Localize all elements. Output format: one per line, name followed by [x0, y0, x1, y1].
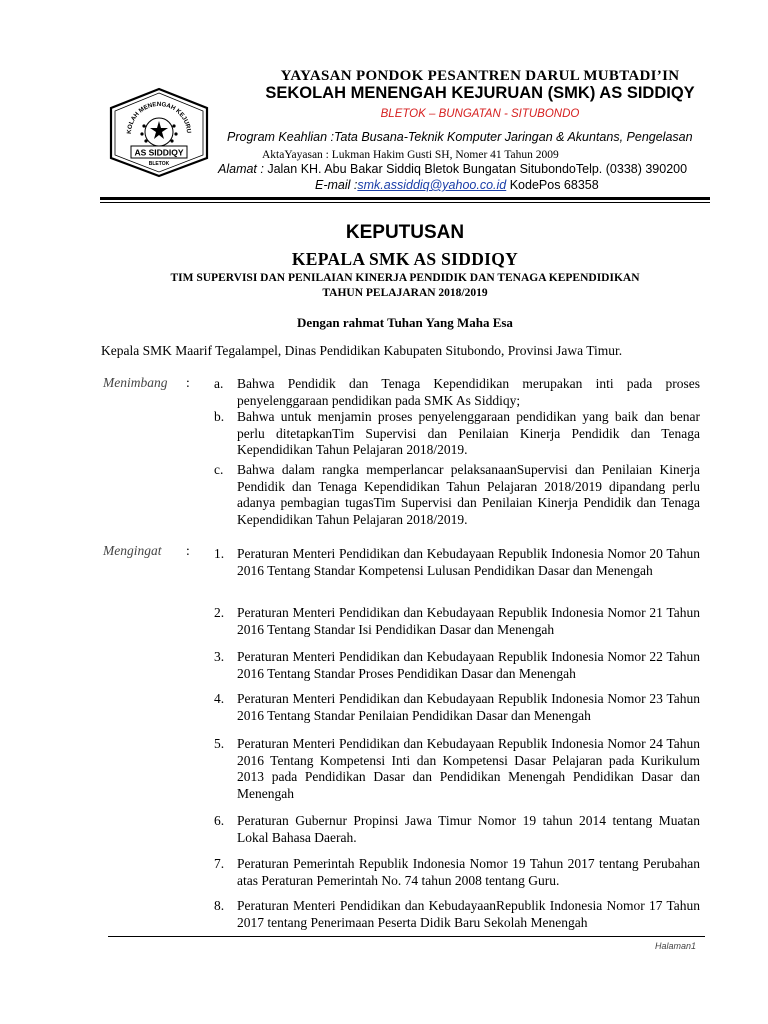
page-number: Halaman1 — [655, 941, 697, 951]
mengingat-item — [214, 605, 700, 638]
list-text: Bahwa Pendidik dan Tenaga Kependidikan merupakan inti pada proses penyelenggaraan pendidikan pada SMK As Siddiqy; — [237, 376, 700, 408]
list-marker: 2. — [214, 605, 225, 620]
mengingat-item — [214, 856, 700, 889]
logo-name: AS SIDDIQY — [134, 147, 184, 158]
address-label: Alamat : — [218, 162, 264, 176]
letterhead-divider-thin — [100, 202, 710, 203]
doc-subtitle: KEPALA SMK AS SIDDIQY — [291, 249, 519, 269]
mengingat-item — [214, 813, 700, 846]
menimbang-item — [214, 409, 700, 459]
mengingat-item — [214, 898, 700, 931]
doc-year: TAHUN PELAJARAN 2018/2019 — [322, 287, 488, 299]
postal-code: KodePos 68358 — [506, 178, 599, 192]
mengingat-colon: : — [186, 543, 190, 558]
list-text: Peraturan Menteri Pendidikan dan Kebudayaan Republik Indonesia Nomor 21 Tahun 2016 Tentang Standar Isi Pendidikan Dasar dan Menengah — [237, 605, 700, 637]
email-link[interactable]: smk.assiddiq@yahoo.co.id — [357, 178, 507, 192]
letterhead-divider-thick — [100, 197, 710, 200]
school-location: BLETOK – BUNGATAN - SITUBONDO — [380, 108, 580, 120]
program-line: Program Keahlian :Tata Busana-Teknik Komputer Jaringan & Akuntans, Pengelasan — [227, 130, 693, 144]
list-marker: 3. — [214, 649, 225, 664]
foundation-name: YAYASAN PONDOK PESANTREN DARUL MUBTADI’IN — [280, 68, 680, 84]
list-text: Peraturan Menteri Pendidikan dan KebudayaanRepublik Indonesia Nomor 17 Tahun 2017 tentang Penerimaan Peserta Didik Baru Sekolah Menengah — [237, 898, 700, 930]
list-marker: 4. — [214, 691, 225, 706]
footer-divider — [108, 936, 705, 937]
list-marker: 7. — [214, 856, 225, 871]
menimbang-item — [214, 462, 700, 528]
address-value: Jalan KH. Abu Bakar Siddiq Bletok Bungatan SitubondoTelp. (0338) 390200 — [263, 162, 688, 176]
address-line — [218, 162, 687, 176]
list-marker: b. — [214, 409, 225, 424]
mengingat-item — [214, 546, 700, 579]
list-text: Peraturan Pemerintah Republik Indonesia Nomor 19 Tahun 2017 tentang Perubahan atas Peraturan Pemerintah No. 74 tahun 2008 tentang Guru. — [237, 856, 700, 888]
list-text: Peraturan Menteri Pendidikan dan Kebudayaan Republik Indonesia Nomor 23 Tahun 2016 Tentang Standar Penilaian Pendidikan Dasar dan Menengah — [237, 691, 700, 723]
email-label: E-mail : — [315, 178, 358, 192]
doc-blessing: Dengan rahmat Tuhan Yang Maha Esa — [297, 315, 513, 330]
doc-team-title: TIM SUPERVISI DAN PENILAIAN KINERJA PENDIDIK DAN TENAGA KEPENDIDIKAN — [170, 272, 640, 284]
list-text: Bahwa dalam rangka memperlancar pelaksanaanSupervisi dan Penilaian Kinerja Pendidik dan Tenaga Kependidikan Tahun Pelajaran 2018/2019 dipandang perlu adanya pembagian tugasTim Supervisi dan Penilaian Kinerja Pendidik dan Tenaga Kependidikan Tahun Pelajaran 2018/2019. — [237, 462, 700, 527]
akta-line: AktaYayasan : Lukman Hakim Gusti SH, Nomer 41 Tahun 2009 — [262, 149, 559, 161]
list-marker: a. — [214, 376, 224, 391]
menimbang-item — [214, 376, 700, 409]
list-text: Peraturan Menteri Pendidikan dan Kebudayaan Republik Indonesia Nomor 22 Tahun 2016 Tentang Standar Proses Pendidikan Dasar dan Menengah — [237, 649, 700, 681]
mengingat-item — [214, 691, 700, 724]
logo-sub: BLETOK — [148, 161, 170, 167]
menimbang-label: Menimbang — [103, 375, 168, 390]
list-marker: 8. — [214, 898, 225, 913]
school-name: SEKOLAH MENENGAH KEJURUAN (SMK) AS SIDDIQY — [265, 84, 695, 102]
list-marker: 5. — [214, 736, 225, 751]
mengingat-label: Mengingat — [103, 543, 162, 558]
doc-title: KEPUTUSAN — [345, 222, 465, 243]
list-text: Peraturan Menteri Pendidikan dan Kebudayaan Republik Indonesia Nomor 24 Tahun 2016 Tentang Kompetensi Inti dan Kompetensi Dasar Pelajaran pada Kurikulum 2013 pada Pendidikan Dasar dan Pendidikan Menengah Pendidikan Dasar dan Menengah — [237, 736, 700, 801]
school-logo — [107, 86, 211, 178]
email-line — [315, 178, 599, 192]
mengingat-item — [214, 736, 700, 802]
list-marker: 1. — [214, 546, 225, 561]
list-marker: c. — [214, 462, 224, 477]
list-text: Peraturan Gubernur Propinsi Jawa Timur Nomor 19 tahun 2014 tentang Muatan Lokal Bahasa Daerah. — [237, 813, 700, 845]
list-marker: 6. — [214, 813, 225, 828]
mengingat-item — [214, 649, 700, 682]
doc-intro: Kepala SMK Maarif Tegalampel, Dinas Pendidikan Kabupaten Situbondo, Provinsi Jawa Timur. — [101, 343, 623, 358]
list-text: Peraturan Menteri Pendidikan dan Kebudayaan Republik Indonesia Nomor 20 Tahun 2016 Tentang Standar Kompetensi Lulusan Pendidikan Dasar dan Menengah — [237, 546, 700, 578]
logo-arc-text: KOLAH MENENGAH KEJURU — [125, 100, 193, 135]
menimbang-colon: : — [186, 375, 190, 390]
list-text: Bahwa untuk menjamin proses penyelenggaraan pendidikan yang baik dan benar perlu ditetapkanTim Supervisi dan Penilaian Kinerja Pendidik dan Tenaga Kependidikan Tahun Pelajaran 2018/2019. — [237, 409, 700, 457]
